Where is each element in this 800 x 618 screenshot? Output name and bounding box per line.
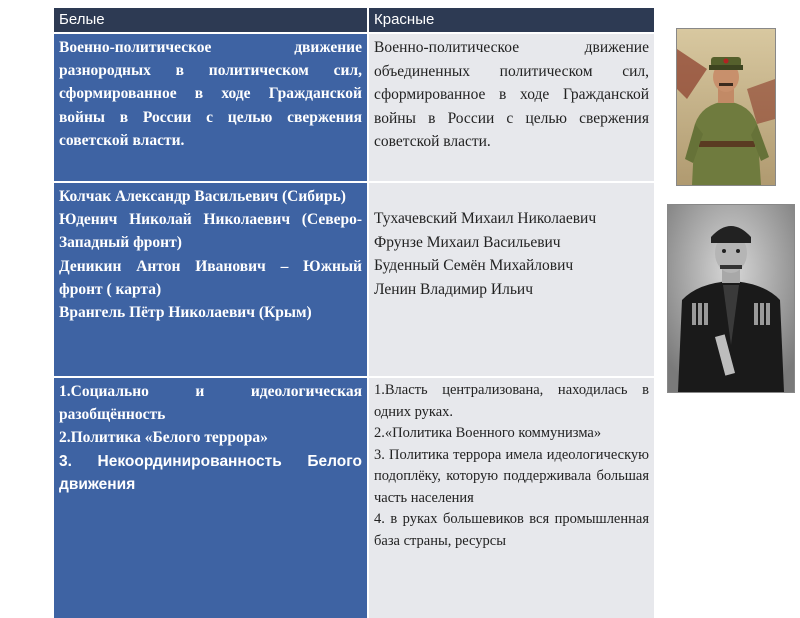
header-reds: Красные xyxy=(367,8,654,32)
header-whites: Белые xyxy=(54,8,367,32)
reds-leader: Ленин Владимир Ильич xyxy=(374,280,533,298)
portrait-photo-commander xyxy=(676,28,776,186)
reds-leader: Буденный Семён Михайлович xyxy=(374,257,574,274)
whites-definition: Военно-политическое движение разнородных в политическом сил, сформированное в ходе Гражданской войны в России с целью свержения советской власти. xyxy=(54,34,367,181)
reasons-row xyxy=(54,378,654,618)
whites-leader: Врангель Пётр Николаевич (Крым) xyxy=(59,304,312,322)
reds-reason: 3. Политика террора имела идеологическую подоплёку, которую поддерживала большая часть населения xyxy=(374,446,649,506)
definition-row xyxy=(54,34,654,181)
reds-reasons xyxy=(367,378,654,618)
portrait-photo-officer xyxy=(667,204,795,393)
table-header-row xyxy=(54,8,654,32)
whites-reason: 1.Социально и идеологическая разобщённость xyxy=(59,383,362,424)
whites-reasons xyxy=(54,378,367,618)
comparison-table xyxy=(54,8,654,618)
reds-leader: Фрунзе Михаил Васильевич xyxy=(374,233,561,251)
whites-leader: Юденич Николай Николаевич (Северо-Западный фронт) xyxy=(59,211,362,252)
whites-reason: 2.Политика «Белого террора» xyxy=(59,429,268,447)
whites-reason: 3. Некоординированность Белого движения xyxy=(59,452,362,493)
reds-definition: Военно-политическое движение объединенных политическом сил, сформированное в ходе Гражданской войны в России с целью свержения советской власти. xyxy=(367,34,654,181)
whites-leader: Деникин Антон Иванович – Южный фронт ( карта) xyxy=(59,257,362,298)
whites-leaders xyxy=(54,183,367,376)
reds-leader: Тухачевский Михаил Николаевич xyxy=(374,210,597,227)
whites-leader: Колчак Александр Васильевич (Сибирь) xyxy=(59,188,346,205)
reds-reason: 2.«Политика Военного коммунизма» xyxy=(374,425,602,441)
reds-reason: 4. в руках большевиков вся промышленная база страны, ресурсы xyxy=(374,511,649,549)
reds-leaders xyxy=(367,183,654,376)
reds-reason: 1.Власть централизована, находилась в одних руках. xyxy=(374,382,649,420)
leaders-row xyxy=(54,183,654,376)
